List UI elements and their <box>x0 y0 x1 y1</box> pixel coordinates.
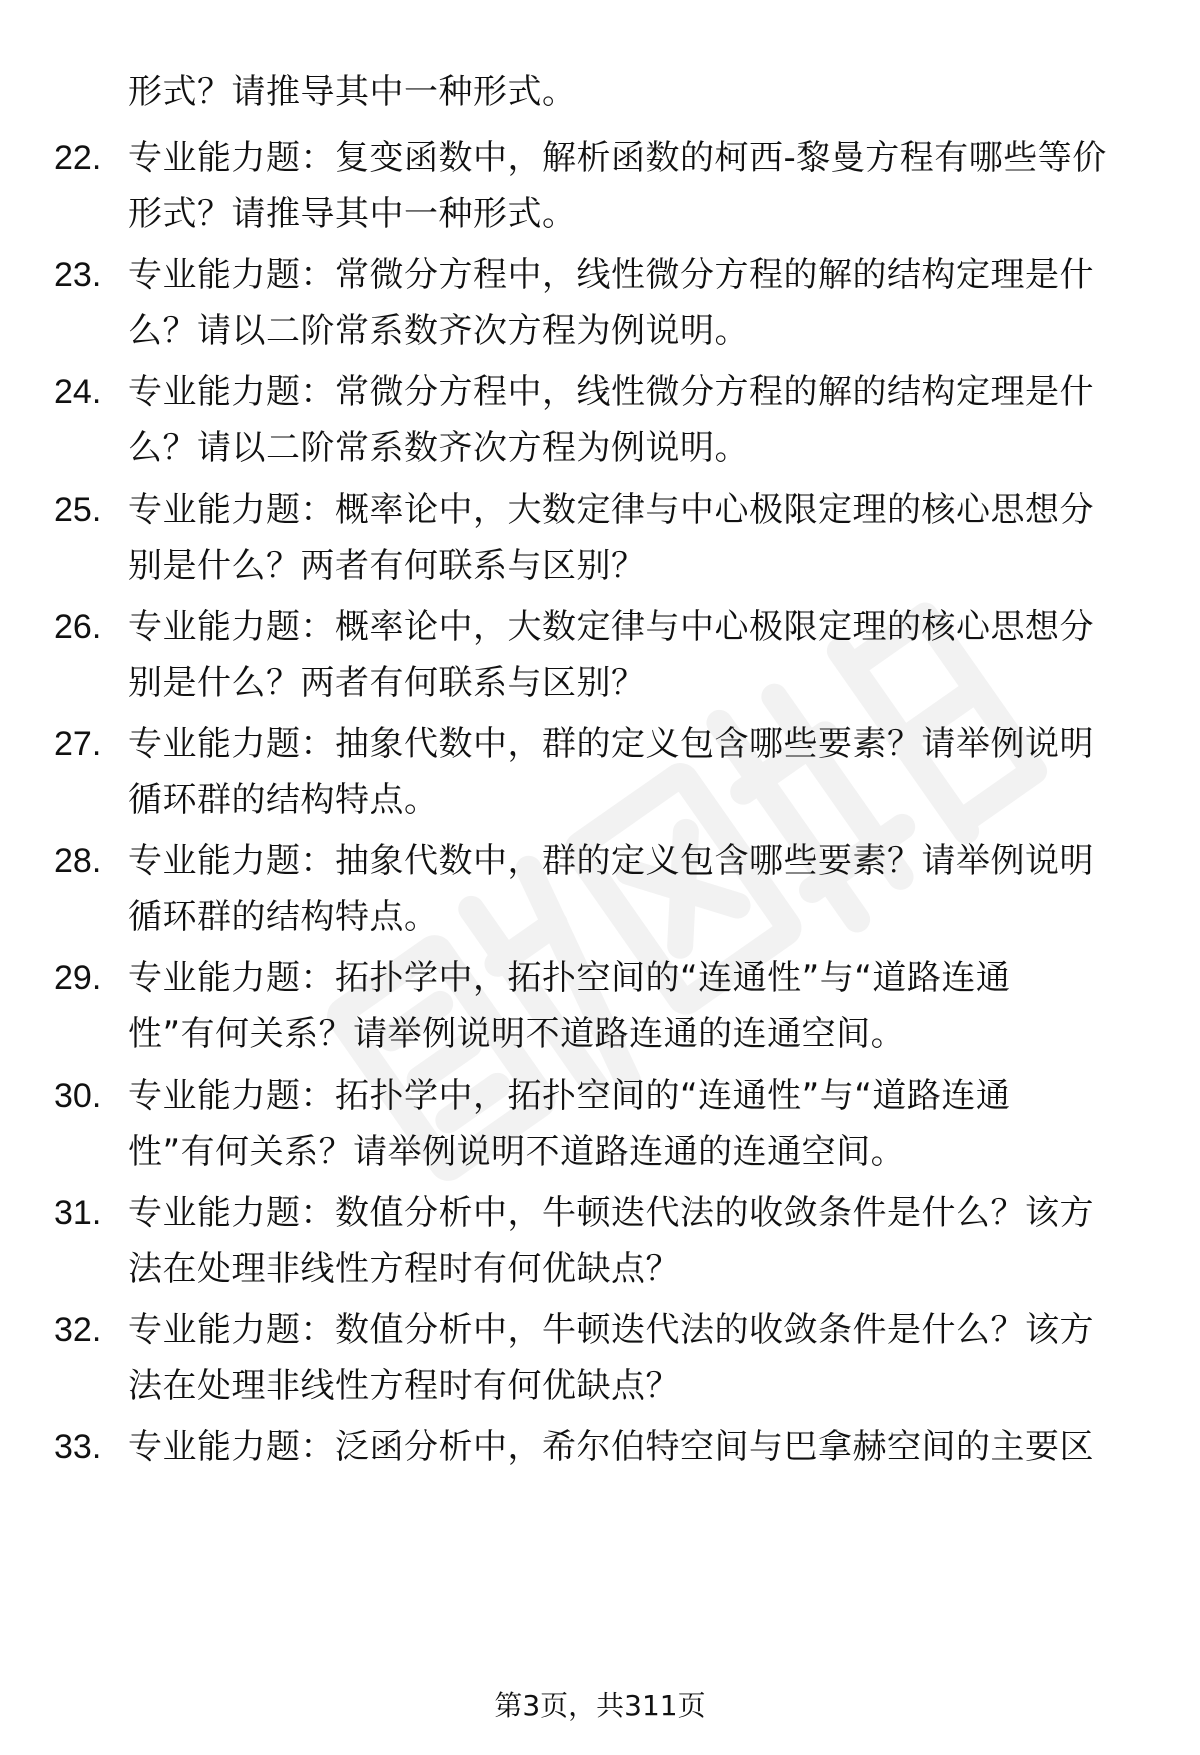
question-text <box>128 716 1148 828</box>
question-text-line: 专业能力题：概率论中，大数定律与中心极限定理的核心思想分 <box>128 606 1094 647</box>
question-number: 31. <box>54 1193 102 1232</box>
question-text-line: 性”有何关系？请举例说明不道路连通的连通空间。 <box>128 1131 906 1172</box>
question-text-line: 专业能力题：数值分析中，牛顿迭代法的收敛条件是什么？该方 <box>128 1310 1094 1350</box>
page-footer: 第3页，共311页 <box>494 1689 706 1722</box>
question-text <box>128 364 1148 476</box>
question-number: 28. <box>54 842 102 881</box>
question-text-line: 专业能力题：抽象代数中，群的定义包含哪些要素？请举例说明 <box>128 724 1094 764</box>
question-text <box>128 482 1148 594</box>
question-text <box>128 247 1148 359</box>
question-number: 30. <box>54 1076 102 1115</box>
question-text-line: 专业能力题：数值分析中，牛顿迭代法的收敛条件是什么？该方 <box>128 1192 1094 1233</box>
question-text <box>128 130 1148 242</box>
question-text <box>128 1185 1148 1297</box>
question-number: 29. <box>54 959 102 998</box>
question-text <box>128 1419 1148 1475</box>
question-text-line: 法在处理非线性方程时有何优缺点？ <box>128 1248 680 1289</box>
question-text-line: 专业能力题：复变函数中，解析函数的柯西-黎曼方程有哪些等价 <box>128 138 1107 178</box>
question-number: 22. <box>54 139 102 177</box>
question-number: 25. <box>54 490 102 529</box>
question-number: 26. <box>54 607 102 646</box>
question-number: 27. <box>54 725 102 763</box>
question-text-line: 专业能力题：泛函分析中，希尔伯特空间与巴拿赫空间的主要区 <box>128 1427 1094 1468</box>
question-text-line: 专业能力题：常微分方程中，线性微分方程的解的结构定理是什 <box>128 255 1094 296</box>
continuation-text: 形式？请推导其中一种形式。 <box>128 72 577 112</box>
question-text <box>128 1068 1148 1180</box>
question-number: 23. <box>54 256 102 295</box>
question-number: 24. <box>54 373 102 412</box>
question-text <box>128 833 1148 945</box>
question-text <box>128 599 1148 711</box>
question-number: 32. <box>54 1311 102 1349</box>
question-text <box>128 950 1148 1062</box>
question-text-line: 专业能力题：抽象代数中，群的定义包含哪些要素？请举例说明 <box>128 841 1094 882</box>
question-number: 33. <box>54 1428 102 1467</box>
question-text-line: 么？请以二阶常系数齐次方程为例说明。 <box>128 428 749 469</box>
question-text-line: 么？请以二阶常系数齐次方程为例说明。 <box>128 311 749 352</box>
question-text-line: 专业能力题：概率论中，大数定律与中心极限定理的核心思想分 <box>128 489 1094 530</box>
question-text-line: 性”有何关系？请举例说明不道路连通的连通空间。 <box>128 1014 906 1055</box>
question-text-line: 专业能力题：拓扑学中，拓扑空间的“连通性”与“道路连通 <box>128 1075 1011 1116</box>
question-text-line: 循环群的结构特点。 <box>128 897 439 938</box>
question-text-line: 形式？请推导其中一种形式。 <box>128 194 577 234</box>
question-text-line: 专业能力题：拓扑学中，拓扑空间的“连通性”与“道路连通 <box>128 958 1011 999</box>
question-text-line: 循环群的结构特点。 <box>128 780 439 820</box>
question-text-line: 别是什么？两者有何联系与区别？ <box>128 662 646 703</box>
question-text-line: 别是什么？两者有何联系与区别？ <box>128 545 646 586</box>
question-text-line: 法在处理非线性方程时有何优缺点？ <box>128 1366 680 1406</box>
question-text-line: 专业能力题：常微分方程中，线性微分方程的解的结构定理是什 <box>128 372 1094 413</box>
question-text <box>128 1302 1148 1414</box>
